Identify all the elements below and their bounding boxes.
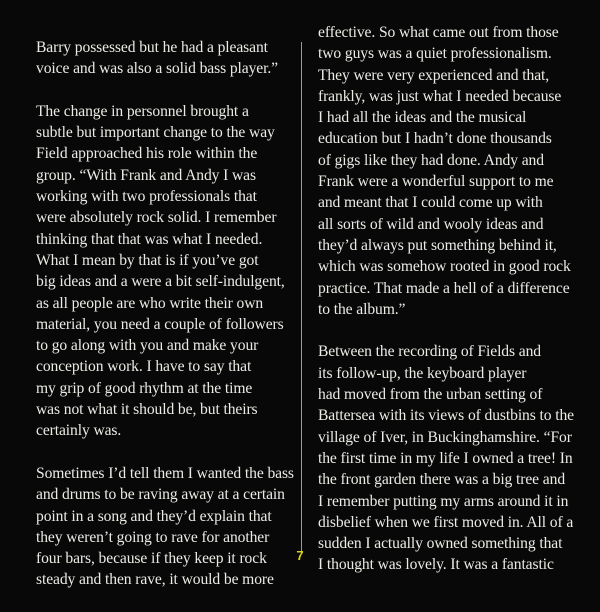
- text-line: my grip of good rhythm at the time: [36, 379, 253, 397]
- column-divider: [301, 42, 302, 554]
- text-line: steady and then rave, it would be more: [36, 571, 274, 589]
- page-number: 7: [296, 548, 304, 563]
- text-line: they weren’t going to rave for another: [36, 528, 270, 546]
- text-line: practice. That made a hell of a difference: [318, 279, 570, 297]
- text-line: was not what it should be, but theirs: [36, 401, 258, 419]
- text-line: What I mean by that is if you’ve got: [36, 251, 259, 269]
- text-line: frankly, was just what I needed because: [318, 87, 562, 105]
- text-line: disbelief when we first moved in. All of a: [318, 513, 574, 531]
- text-line: which was somehow rooted in good rock: [318, 258, 571, 276]
- text-line: and drums to be raving away at a certain: [36, 486, 285, 504]
- text-line: group. “With Frank and Andy I was: [36, 166, 256, 184]
- text-line: to go along with you and make your: [36, 337, 259, 355]
- text-line: Frank were a wonderful support to me: [318, 173, 554, 191]
- paragraph: [318, 341, 574, 575]
- text-line: as all people are who write their own: [36, 294, 264, 312]
- text-line: point in a song and they’d explain that: [36, 507, 272, 525]
- text-line: I thought was lovely. It was a fantastic: [318, 556, 554, 574]
- text-line: Field approached his role within the: [36, 145, 258, 163]
- text-line: the front garden there was a big tree and: [318, 471, 566, 489]
- paragraph: [36, 37, 288, 80]
- text-line: all sorts of wild and wooly ideas and: [318, 215, 544, 233]
- text-line: Barry possessed but he had a pleasant: [36, 39, 268, 56]
- left-column: [36, 37, 294, 612]
- text-line: to the album.”: [318, 300, 406, 318]
- text-line: The change in personnel brought a: [36, 102, 249, 120]
- text-line: effective. So what came out from those: [318, 24, 559, 41]
- text-line: big ideas and a were a bit self-indulgent,: [36, 273, 285, 291]
- paragraph: [36, 463, 294, 591]
- text-line: and meant that I could come up with: [318, 194, 543, 212]
- text-line: had moved from the urban setting of: [318, 386, 543, 404]
- paragraph: [36, 101, 288, 442]
- text-line: village of Iver, in Buckinghamshire. “For: [318, 428, 572, 446]
- text-line: Sometimes I’d tell them I wanted the bass: [36, 464, 294, 482]
- text-line: Between the recording of Fields and: [318, 343, 541, 361]
- text-line: the first time in my life I owned a tree! In: [318, 449, 573, 467]
- text-line: subtle but important change to the way: [36, 124, 275, 142]
- text-line: two guys was a quiet professionalism.: [318, 45, 552, 63]
- text-line: They were very experienced and that,: [318, 66, 550, 84]
- text-line: I had all the ideas and the musical: [318, 109, 527, 127]
- text-line: voice and was also a solid bass player.”: [36, 60, 278, 78]
- text-line: of gigs like they had done. Andy and: [318, 151, 544, 169]
- text-line: were absolutely rock solid. I remember: [36, 209, 277, 227]
- text-line: thinking that that was what I needed.: [36, 230, 263, 248]
- right-column: [318, 24, 574, 597]
- text-line: they’d always put something behind it,: [318, 236, 557, 254]
- text-line: education but I hadn’t done thousands: [318, 130, 552, 148]
- paragraph: [318, 22, 570, 320]
- text-line: sudden I actually owned something that: [318, 535, 563, 553]
- text-line: working with two professionals that: [36, 188, 257, 206]
- text-line: conception work. I have to say that: [36, 358, 252, 376]
- text-line: four bars, because if they keep it rock: [36, 550, 267, 568]
- text-line: I remember putting my arms around it in: [318, 492, 569, 510]
- text-line: Battersea with its views of dustbins to the: [318, 407, 574, 425]
- text-line: its follow-up, the keyboard player: [318, 364, 527, 382]
- text-line: material, you need a couple of followers: [36, 315, 284, 333]
- text-line: certainly was.: [36, 422, 122, 440]
